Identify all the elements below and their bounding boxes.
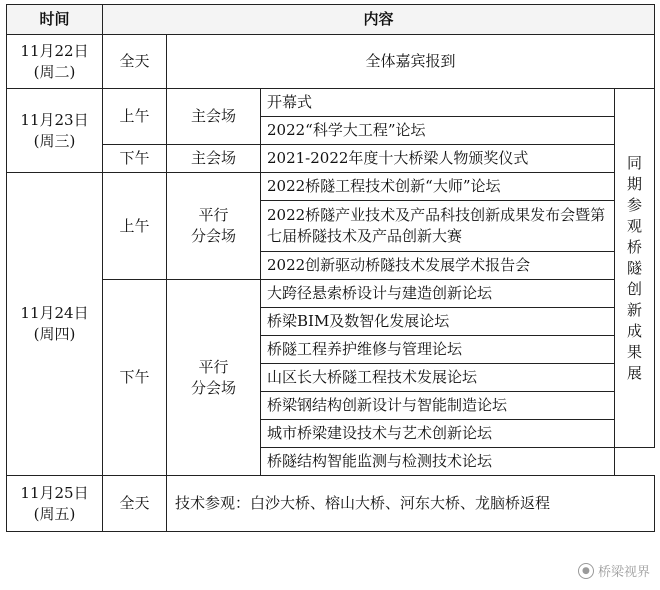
header-time: 时间 — [7, 5, 103, 35]
weekday: (周四) — [33, 325, 76, 343]
session-cell: 全体嘉宾报到 — [167, 35, 655, 89]
venue-cell: 主会场 — [167, 145, 261, 173]
session-cell: 2021-2022年度十大桥梁人物颁奖仪式 — [261, 145, 615, 173]
venue-cell: 主会场 — [167, 89, 261, 145]
weekday: (周五) — [33, 504, 76, 523]
date-cell — [7, 35, 103, 89]
date-cell — [7, 89, 103, 173]
period-cell: 下午 — [103, 280, 167, 476]
session-cell: 2022桥隧工程技术创新“大师”论坛 — [261, 173, 615, 201]
date: 11月23日 — [20, 110, 89, 129]
watermark-text: 桥梁视界 — [597, 565, 650, 580]
side-note: 同 期 参 观 桥 隧 创 新 成 果 展 — [615, 89, 655, 448]
session-cell: 2022“科学大工程”论坛 — [261, 117, 615, 145]
period-cell: 全天 — [103, 476, 167, 532]
session-cell: 桥梁钢结构创新设计与智能制造论坛 — [261, 392, 615, 420]
session-cell: 城市桥梁建设技术与艺术创新论坛 — [261, 420, 615, 448]
date: 11月22日 — [20, 41, 89, 60]
watermark — [578, 561, 650, 580]
schedule-table — [6, 4, 655, 532]
session-cell: 山区长大桥隧工程技术发展论坛 — [261, 364, 615, 392]
session-cell: 桥梁BIM及数智化发展论坛 — [261, 308, 615, 336]
venue-cell: 平行 分会场 — [167, 173, 261, 280]
date-cell — [7, 173, 103, 476]
session-cell: 2022桥隧产业技术及产品科技创新成果发布会暨第七届桥隧技术及产品创新大赛 — [261, 201, 615, 252]
session-cell: 大跨径悬索桥设计与建造创新论坛 — [261, 280, 615, 308]
period-cell: 上午 — [103, 173, 167, 280]
weekday: (周三) — [33, 131, 76, 150]
date-cell — [7, 476, 103, 532]
period-cell: 下午 — [103, 145, 167, 173]
date: 11月24日 — [20, 304, 89, 322]
venue-cell: 平行 分会场 — [167, 280, 261, 476]
wechat-icon: ● — [578, 563, 594, 579]
session-cell: 桥隧结构智能监测与检测技术论坛 — [261, 448, 615, 476]
session-cell: 开幕式 — [261, 89, 615, 117]
period-cell: 全天 — [103, 35, 167, 89]
session-cell: 2022创新驱动桥隧技术发展学术报告会 — [261, 252, 615, 280]
session-cell: 技术参观：白沙大桥、榕山大桥、河东大桥、龙脑桥返程 — [167, 476, 655, 532]
weekday: (周二) — [33, 62, 76, 81]
header-content: 内容 — [103, 5, 655, 35]
date: 11月25日 — [20, 483, 89, 502]
period-cell: 上午 — [103, 89, 167, 145]
session-cell: 桥隧工程养护维修与管理论坛 — [261, 336, 615, 364]
